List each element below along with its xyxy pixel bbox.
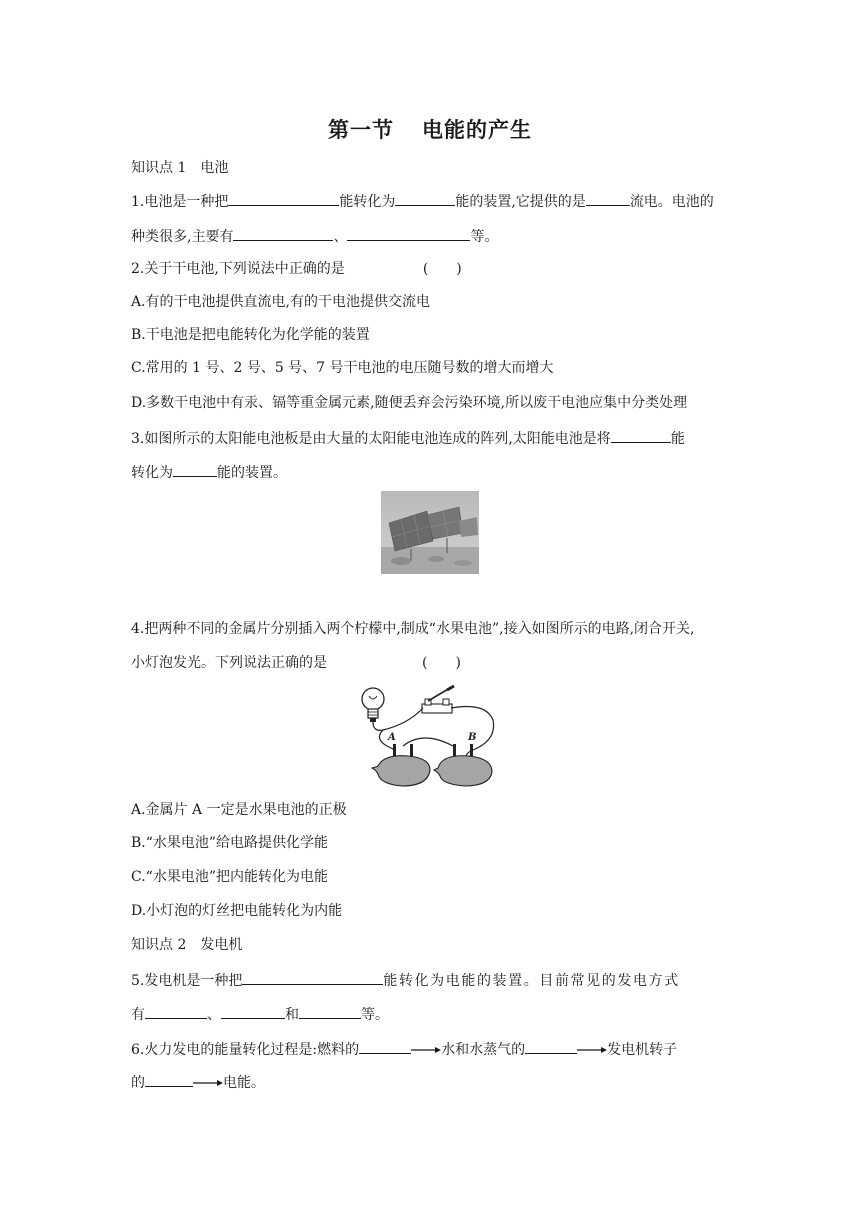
- arrow-right-icon: [411, 1045, 441, 1055]
- q1-blank-1[interactable]: [228, 190, 339, 206]
- lemon-right: [434, 756, 492, 786]
- page-title: [0, 114, 860, 144]
- knife-switch-icon: [422, 686, 454, 713]
- section-heading-battery: 知识点 1 电池: [131, 160, 229, 176]
- question-3-line-1: 3.如图所示的太阳能电池板是由大量的太阳能电池连成的阵列,太阳能电池是将 能: [131, 427, 685, 449]
- question-5-line-1: 5.发电机是一种把 能转化为电能的装置。目前常见的发电方式: [131, 969, 680, 991]
- q2-option-d: D.多数干电池中有汞、镉等重金属元素,随便丢弃会污染环境,所以废干电池应集中分类处理: [131, 395, 688, 411]
- question-3-line-2: 转化为 能的装置。: [131, 461, 287, 483]
- q5-blank-1[interactable]: [242, 969, 383, 985]
- q4-option-d: D.小灯泡的灯丝把电能转化为内能: [131, 903, 343, 919]
- q5-blank-4[interactable]: [299, 1003, 361, 1019]
- question-2-stem: 2.关于干电池,下列说法中正确的是 ( ): [131, 261, 462, 277]
- q2-option-b: B.干电池是把电能转化为化学能的装置: [131, 327, 370, 343]
- q4-option-c: C.“水果电池”把内能转化为电能: [131, 869, 328, 885]
- title-text: 电能的产生: [422, 118, 532, 142]
- q5-blank-3[interactable]: [221, 1003, 285, 1019]
- question-6-line-2: 的 电能。: [131, 1071, 265, 1093]
- question-6-line-1: 6.火力发电的能量转化过程是:燃料的 水和水蒸气的 发电机转子: [131, 1038, 677, 1060]
- q2-answer-paren[interactable]: ( ): [422, 261, 462, 277]
- light-bulb-icon: [362, 688, 384, 722]
- section-heading-generator: 知识点 2 发电机: [131, 937, 243, 953]
- q6-blank-3[interactable]: [145, 1071, 193, 1087]
- q4-answer-paren[interactable]: ( ): [422, 655, 461, 671]
- question-4-line-1: 4.把两种不同的金属片分别插入两个柠檬中,制成“水果电池”,接入如图所示的电路,闭合开关,: [131, 621, 695, 637]
- q3-blank-2[interactable]: [173, 461, 217, 477]
- q2-option-c: C.常用的 1 号、2 号、5 号、7 号干电池的电压随号数的增大而增大: [131, 360, 554, 376]
- q1-blank-5[interactable]: [347, 225, 470, 241]
- title-section-number: 第一节: [328, 118, 394, 142]
- q1-blank-2[interactable]: [395, 190, 455, 206]
- question-5-line-2: 有 、 和 等。: [131, 1003, 389, 1025]
- q6-blank-1[interactable]: [359, 1038, 411, 1054]
- question-4-line-2: 小灯泡发光。下列说法正确的是 ( ): [131, 655, 461, 671]
- fruit-battery-circuit-diagram: [358, 684, 503, 792]
- electrode-label-a: A: [388, 732, 396, 743]
- question-1-line-1: 1.电池是一种把 能转化为 能的装置,它提供的是 流电。电池的: [131, 190, 714, 212]
- q6-blank-2[interactable]: [525, 1038, 577, 1054]
- q4-option-a: A.金属片 A 一定是水果电池的正极: [131, 802, 347, 818]
- q2-option-a: A.有的干电池提供直流电,有的干电池提供交流电: [131, 294, 431, 310]
- q1-blank-3[interactable]: [586, 190, 630, 206]
- q1-blank-4[interactable]: [233, 225, 333, 241]
- electrode-label-b: B: [468, 732, 477, 743]
- lemon-left: [372, 756, 430, 786]
- question-1-line-2: 种类很多,主要有 、 等。: [131, 225, 498, 247]
- q5-blank-2[interactable]: [145, 1003, 207, 1019]
- q4-option-b: B.“水果电池”给电路提供化学能: [131, 835, 329, 851]
- arrow-right-icon: [577, 1045, 607, 1055]
- solar-panel-photo: [381, 491, 479, 574]
- q3-blank-1[interactable]: [611, 427, 671, 443]
- arrow-right-icon: [193, 1078, 223, 1088]
